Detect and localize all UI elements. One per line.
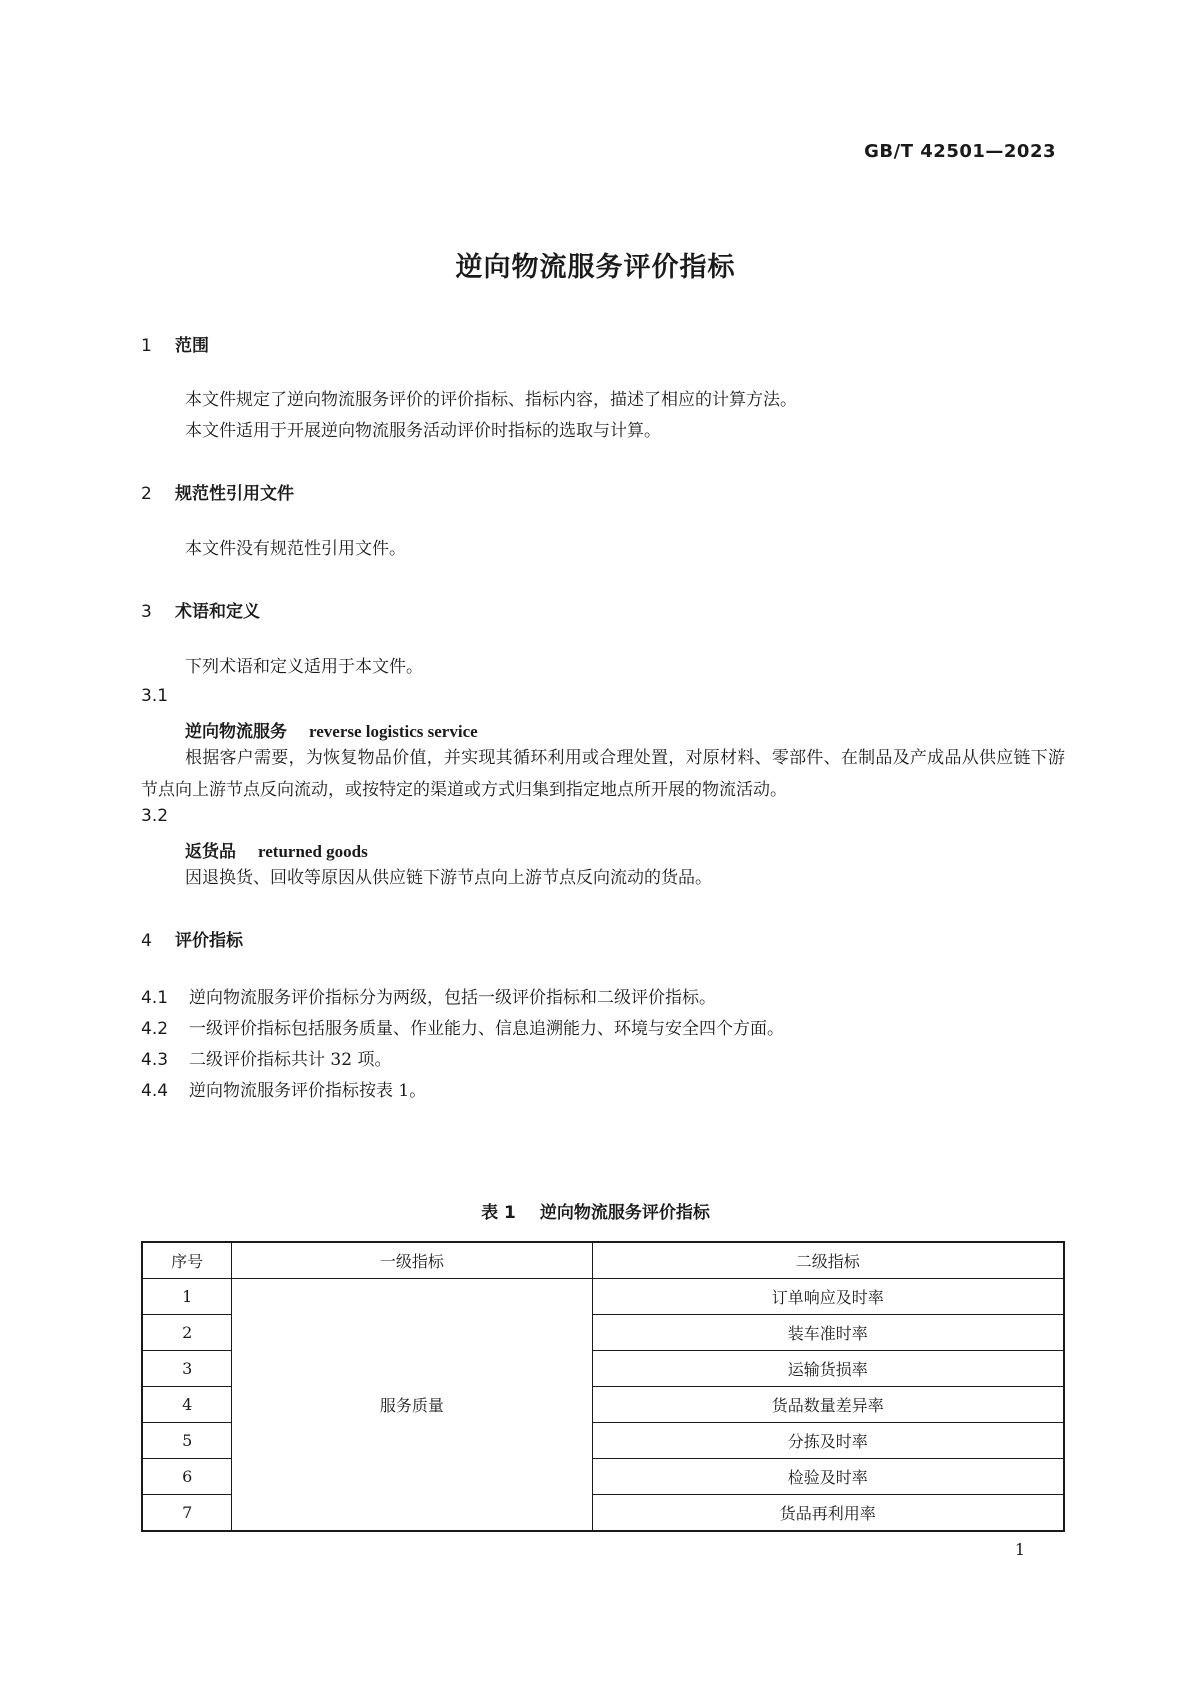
section-2-heading — [141, 479, 294, 504]
row-number: 7 — [142, 1495, 232, 1532]
paragraph: 本文件规定了逆向物流服务评价的评价指标、指标内容，描述了相应的计算方法。 — [185, 390, 797, 410]
section-4-heading — [141, 926, 243, 951]
row-number: 3 — [142, 1351, 232, 1387]
term-name — [185, 837, 368, 862]
clause-number: 4.4 — [141, 1081, 169, 1101]
table-header-row — [142, 1242, 1064, 1279]
clause — [141, 1045, 391, 1070]
term-number: 3.1 — [141, 686, 169, 706]
term-zh: 返货品 — [185, 842, 236, 862]
term-name — [185, 717, 478, 742]
table-caption — [0, 1198, 1191, 1223]
clause-number: 4.3 — [141, 1050, 169, 1070]
section-title: 范围 — [175, 336, 209, 356]
term-zh: 逆向物流服务 — [185, 722, 287, 742]
paragraph: 本文件适用于开展逆向物流服务活动评价时指标的选取与计算。 — [185, 421, 661, 441]
row-number: 6 — [142, 1459, 232, 1495]
table-caption-title: 逆向物流服务评价指标 — [539, 1203, 710, 1223]
secondary-indicator: 分拣及时率 — [592, 1423, 1064, 1459]
clause-text: 逆向物流服务评价指标按表 1。 — [189, 1081, 427, 1101]
row-number: 4 — [142, 1387, 232, 1423]
section-3-heading — [141, 597, 260, 622]
standard-code: GB/T 42501—2023 — [864, 141, 1056, 162]
secondary-indicator: 货品数量差异率 — [592, 1387, 1064, 1423]
secondary-indicator: 货品再利用率 — [592, 1495, 1064, 1532]
term-number: 3.2 — [141, 806, 169, 826]
term-en: reverse logistics service — [309, 722, 478, 741]
secondary-indicator: 运输货损率 — [592, 1351, 1064, 1387]
section-title: 术语和定义 — [175, 602, 260, 622]
clause-text: 二级评价指标共计 32 项。 — [189, 1050, 392, 1070]
indicator-table — [141, 1241, 1065, 1532]
row-number: 5 — [142, 1423, 232, 1459]
row-number: 1 — [142, 1279, 232, 1315]
term-en: returned goods — [258, 842, 368, 861]
section-number: 4 — [141, 931, 152, 951]
term-definition: 根据客户需要，为恢复物品价值，并实现其循环利用或合理处置，对原材料、零部件、在制品及产成品从供应链下游节点向上游节点反向流动，或按特定的渠道或方式归集到指定地点所开展的物流活动。 — [141, 748, 1065, 800]
clause-text: 逆向物流服务评价指标分为两级，包括一级评价指标和二级评价指标。 — [189, 988, 716, 1008]
clause-number: 4.2 — [141, 1019, 169, 1039]
clause-number: 4.1 — [141, 988, 169, 1008]
row-number: 2 — [142, 1315, 232, 1351]
table-caption-label: 表 1 — [481, 1203, 516, 1223]
table-header-cell: 二级指标 — [592, 1242, 1064, 1279]
section-number: 1 — [141, 336, 152, 356]
table-header-cell: 序号 — [142, 1242, 232, 1279]
section-title: 评价指标 — [175, 931, 243, 951]
clause-text: 一级评价指标包括服务质量、作业能力、信息追溯能力、环境与安全四个方面。 — [189, 1019, 784, 1039]
secondary-indicator: 装车准时率 — [592, 1315, 1064, 1351]
clause — [141, 1076, 426, 1101]
clause — [141, 1014, 784, 1039]
section-number: 3 — [141, 602, 152, 622]
section-title: 规范性引用文件 — [175, 484, 294, 504]
table-row — [142, 1279, 1064, 1315]
paragraph: 本文件没有规范性引用文件。 — [185, 539, 406, 559]
page-number: 1 — [1014, 1540, 1025, 1559]
section-number: 2 — [141, 484, 152, 504]
term-definition: 因退换货、回收等原因从供应链下游节点向上游节点反向流动的货品。 — [185, 868, 712, 888]
paragraph: 下列术语和定义适用于本文件。 — [185, 657, 423, 677]
section-1-heading — [141, 331, 209, 356]
secondary-indicator: 检验及时率 — [592, 1459, 1064, 1495]
clause — [141, 983, 716, 1008]
table-header-cell: 一级指标 — [232, 1242, 592, 1279]
primary-indicator: 服务质量 — [232, 1279, 592, 1532]
document-title: 逆向物流服务评价指标 — [455, 252, 736, 283]
secondary-indicator: 订单响应及时率 — [592, 1279, 1064, 1315]
